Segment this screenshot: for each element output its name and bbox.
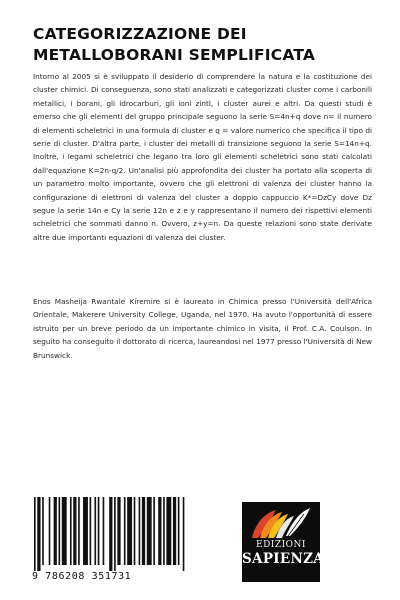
barcode-bar bbox=[139, 497, 141, 565]
author-biography: Enos Masheija Rwantale Kiremire si è laureato in Chimica presso l'Università dell'Africa Orientale, Makerere University College, Uganda, nel 1970. Ha avuto l'opportunità di essere istruito per un breve periodo da un importante chimico in visita, il Prof. C.A. Coulson. In seguito ha conseguito il dottorato di ricerca, laureandosi nel 1977 presso l'Università di New Brunswick. bbox=[33, 297, 372, 360]
isbn-barcode-icon bbox=[34, 497, 186, 571]
title-line-2: METALLOBORANI SEMPLIFICATA bbox=[33, 46, 316, 64]
title-line-1: CATEGORIZZAZIONE DEI bbox=[33, 25, 247, 43]
barcode-bar bbox=[183, 497, 185, 571]
barcode-bar bbox=[54, 497, 57, 565]
barcode-bar bbox=[114, 497, 116, 571]
barcode-bar bbox=[70, 497, 72, 565]
barcode-bar bbox=[178, 497, 180, 565]
book-title bbox=[33, 24, 373, 66]
barcode-bar bbox=[124, 497, 126, 565]
barcode-bar bbox=[117, 497, 120, 565]
barcode-bar bbox=[78, 497, 80, 565]
barcode-bar bbox=[173, 497, 176, 565]
barcode-bar bbox=[127, 497, 132, 565]
barcode-bar bbox=[163, 497, 165, 565]
barcode-bar bbox=[103, 497, 105, 565]
publisher-logo bbox=[242, 502, 325, 582]
barcode-bar bbox=[34, 497, 36, 571]
barcode-bar bbox=[109, 497, 112, 571]
barcode-bar bbox=[90, 497, 92, 565]
barcode-bar bbox=[158, 497, 161, 565]
barcode-bar bbox=[42, 497, 44, 565]
barcode-bar bbox=[153, 497, 155, 565]
book-synopsis: Intorno al 2005 si è sviluppato il desiderio di comprendere la natura e la costituzione dei cluster chimici. Di conseguenza, sono stati analizzati e categorizzati cluster come i carbonili metallici, i borani, gli idrocarburi, gli ioni zintl, i cluster aurei e altri. Da questi studi è emerso che gli elementi del gruppo principale seguono la serie S=4n+q dove n= il numero di elementi scheletrici in una formula di cluster e q = valore numerico che specifica il tipo di serie di cluster. D'altra parte, i cluster dei metalli di transizione seguono la serie S=14n+q. Inoltre, i legami scheletrici che legano tra loro gli elementi scheletrici sono stati calcolati dall'equazione K=2n-q/2. Un'analisi più approfondita dei cluster ha portato alla scoperta di un parametro molto importante, ovvero che gli elettroni di valenza dei cluster hanno la configurazione di elettroni di valenza del cluster a doppio cappuccio K*=DzCy dove Dz segue la serie 14n e Cy la serie 12n e z e y rappresentano il numero dei rispettivi elementi scheletrici che sommati danno n. Ovvero, z+y=n. Da queste relazioni sono state derivate altre due importanti equazioni di valenza dei cluster. bbox=[33, 72, 372, 242]
barcode-bar bbox=[147, 497, 152, 565]
barcode-bar bbox=[142, 497, 145, 565]
barcode-bar bbox=[166, 497, 171, 565]
barcode-bar bbox=[62, 497, 67, 565]
barcode-bar bbox=[37, 497, 40, 571]
barcode-bar bbox=[83, 497, 88, 565]
isbn-number: 9 786208 351731 bbox=[32, 571, 132, 582]
barcode-bar bbox=[59, 497, 61, 565]
publisher-name: SAPIENZA bbox=[242, 551, 325, 567]
barcode-bar bbox=[94, 497, 96, 565]
barcode-bar bbox=[73, 497, 76, 565]
barcode-bar bbox=[134, 497, 136, 565]
publisher-imprint-label: EDIZIONI bbox=[256, 540, 306, 550]
barcode-bar bbox=[49, 497, 51, 565]
barcode-bar bbox=[98, 497, 100, 565]
